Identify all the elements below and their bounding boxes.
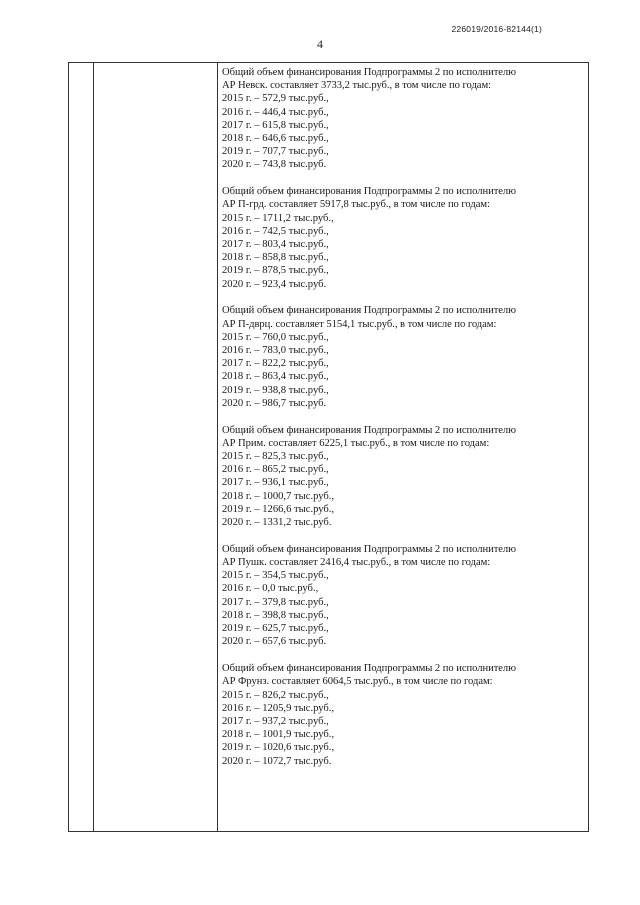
year-amount-line: 2017 г. – 936,1 тыс.руб., [222, 477, 329, 489]
year-amount-line: 2018 г. – 863,4 тыс.руб., [222, 371, 329, 383]
financing-section [222, 185, 584, 291]
year-amount-line: 2020 г. – 1331,2 тыс.руб. [222, 517, 332, 529]
year-amount-line: 2017 г. – 822,2 тыс.руб., [222, 358, 329, 370]
financing-section [222, 66, 584, 172]
column-divider-1 [93, 63, 94, 831]
year-amount-line: 2016 г. – 446,4 тыс.руб., [222, 106, 329, 118]
financing-section [222, 304, 584, 410]
column-divider-2 [217, 63, 218, 831]
year-amount-line: 2016 г. – 742,5 тыс.руб., [222, 225, 329, 237]
year-amount-line: 2019 г. – 1266,6 тыс.руб., [222, 503, 335, 515]
section-total-line: АР П-грд. составляет 5917,8 тыс.руб., в том числе по годам: [222, 199, 490, 211]
section-total-line: АР П-дврц. составляет 5154,1 тыс.руб., в том числе по годам: [222, 318, 497, 330]
year-amount-line: 2016 г. – 865,2 тыс.руб., [222, 464, 329, 476]
year-amount-line: 2015 г. – 760,0 тыс.руб., [222, 331, 329, 343]
year-amount-line: 2020 г. – 1072,7 тыс.руб. [222, 755, 332, 767]
financing-content [222, 66, 584, 781]
year-amount-line: 2016 г. – 783,0 тыс.руб., [222, 345, 329, 357]
year-amount-line: 2018 г. – 1000,7 тыс.руб., [222, 490, 335, 502]
year-amount-line: 2015 г. – 825,3 тыс.руб., [222, 451, 329, 463]
year-amount-line: 2015 г. – 826,2 тыс.руб., [222, 689, 329, 701]
section-intro-line: Общий объем финансирования Подпрограммы 2 по исполнителю [222, 424, 517, 436]
year-amount-line: 2015 г. – 572,9 тыс.руб., [222, 93, 329, 105]
page-number: 4 [317, 37, 323, 51]
section-total-line: АР Пушк. составляет 2416,4 тыс.руб., в том числе по годам: [222, 557, 491, 569]
year-amount-line: 2020 г. – 923,4 тыс.руб. [222, 278, 327, 290]
year-amount-line: 2017 г. – 615,8 тыс.руб., [222, 119, 329, 131]
year-amount-line: 2015 г. – 354,5 тыс.руб., [222, 570, 329, 582]
section-total-line: АР Фрунз. составляет 6064,5 тыс.руб., в том числе по годам: [222, 676, 493, 688]
year-amount-line: 2020 г. – 986,7 тыс.руб. [222, 397, 327, 409]
year-amount-line: 2018 г. – 858,8 тыс.руб., [222, 252, 329, 264]
year-amount-line: 2019 г. – 938,8 тыс.руб., [222, 384, 329, 396]
year-amount-line: 2018 г. – 1001,9 тыс.руб., [222, 729, 335, 741]
year-amount-line: 2017 г. – 803,4 тыс.руб., [222, 239, 329, 251]
section-intro-line: Общий объем финансирования Подпрограммы 2 по исполнителю [222, 186, 517, 198]
section-total-line: АР Невск. составляет 3733,2 тыс.руб., в том числе по годам: [222, 80, 491, 92]
year-amount-line: 2015 г. – 1711,2 тыс.руб., [222, 212, 334, 224]
section-total-line: АР Прим. составляет 6225,1 тыс.руб., в том числе по годам: [222, 437, 490, 449]
year-amount-line: 2016 г. – 0,0 тыс.руб., [222, 583, 319, 595]
financing-section [222, 543, 584, 649]
year-amount-line: 2019 г. – 707,7 тыс.руб., [222, 146, 329, 158]
financing-section [222, 662, 584, 768]
year-amount-line: 2019 г. – 1020,6 тыс.руб., [222, 742, 335, 754]
year-amount-line: 2018 г. – 646,6 тыс.руб., [222, 133, 329, 145]
section-intro-line: Общий объем финансирования Подпрограммы 2 по исполнителю [222, 67, 517, 78]
year-amount-line: 2020 г. – 743,8 тыс.руб. [222, 159, 327, 171]
year-amount-line: 2020 г. – 657,6 тыс.руб. [222, 636, 327, 648]
year-amount-line: 2016 г. – 1205,9 тыс.руб., [222, 702, 335, 714]
year-amount-line: 2019 г. – 625,7 тыс.руб., [222, 623, 329, 635]
section-intro-line: Общий объем финансирования Подпрограммы 2 по исполнителю [222, 305, 517, 317]
section-intro-line: Общий объем финансирования Подпрограммы 2 по исполнителю [222, 663, 517, 675]
financing-section [222, 424, 584, 530]
year-amount-line: 2017 г. – 937,2 тыс.руб., [222, 715, 329, 727]
document-id: 226019/2016-82144(1) [451, 24, 542, 34]
section-intro-line: Общий объем финансирования Подпрограммы 2 по исполнителю [222, 543, 517, 555]
year-amount-line: 2019 г. – 878,5 тыс.руб., [222, 265, 329, 277]
year-amount-line: 2017 г. – 379,8 тыс.руб., [222, 596, 329, 608]
year-amount-line: 2018 г. – 398,8 тыс.руб., [222, 609, 329, 621]
